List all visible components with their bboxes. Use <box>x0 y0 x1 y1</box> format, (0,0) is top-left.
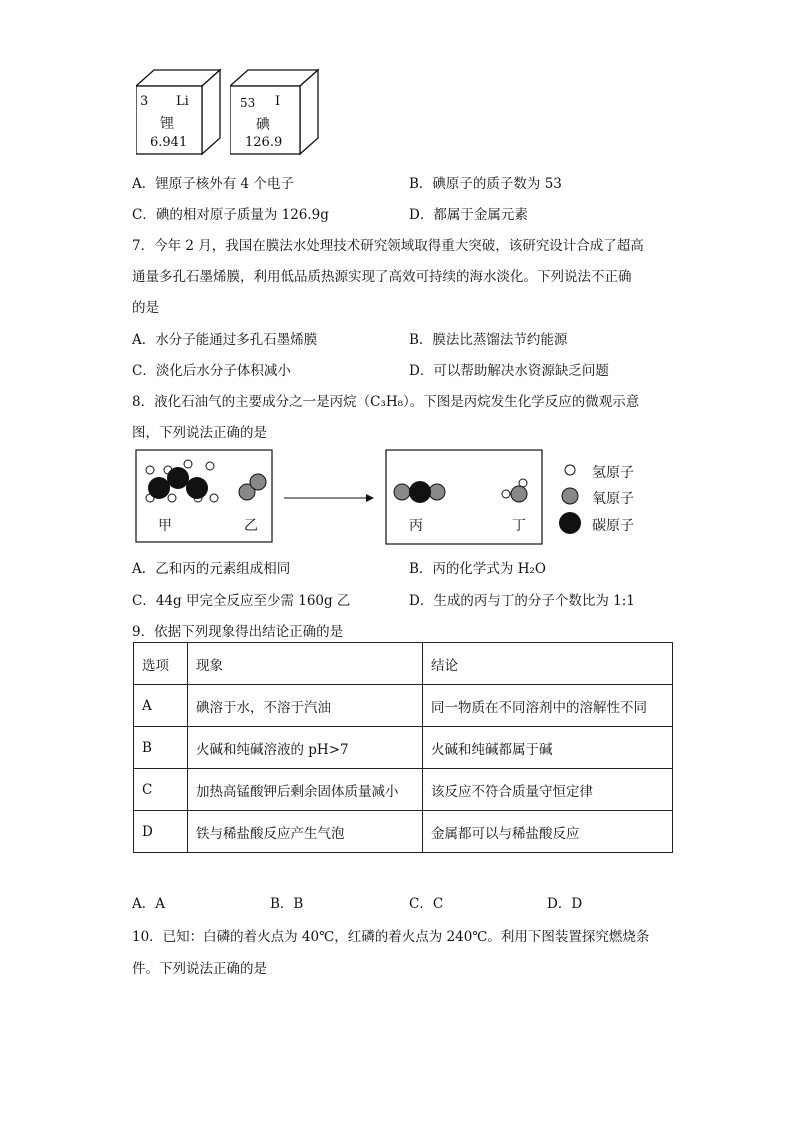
row-label: A <box>134 685 188 727</box>
q8-stem-line2: 图，下列说法正确的是 <box>132 425 267 441</box>
li-name: 锂 <box>160 116 174 132</box>
q6-option-a: A．锂原子核外有 4 个电子 <box>132 176 294 192</box>
label-ding: 丁 <box>512 518 526 534</box>
table-header-row <box>134 643 673 685</box>
table-row <box>134 727 673 769</box>
row-label: D <box>134 811 188 853</box>
q10-stem-line1: 10．已知：白磷的着火点为 40℃，红磷的着火点为 240℃。利用下图装置探究燃烧条 <box>132 929 650 945</box>
i-symbol: I <box>275 94 281 109</box>
q7-option-c: C．淡化后水分子体积减小 <box>132 363 291 379</box>
q8-option-d: D．生成的丙与丁的分子个数比为 1:1 <box>409 593 635 609</box>
q6-option-b: B．碘原子的质子数为 53 <box>409 176 562 192</box>
i-name: 碘 <box>256 117 270 133</box>
table-row <box>134 811 673 853</box>
li-atomic-number: 3 <box>140 94 149 109</box>
q8-stem-line1: 8．液化石油气的主要成分之一是丙烷（C₃H₈）。下图是丙烷发生化学反应的微观示意 <box>132 394 640 410</box>
legend-oxygen: 氧原子 <box>592 491 634 507</box>
row-phenomenon: 碘溶于水，不溶于汽油 <box>188 685 423 727</box>
label-yi: 乙 <box>244 518 258 534</box>
q9-table <box>133 642 673 853</box>
header-conclusion: 结论 <box>423 643 673 685</box>
li-symbol: Li <box>176 94 189 109</box>
q9-option-d: D．D <box>547 896 583 912</box>
reaction-diagram <box>130 446 650 550</box>
row-phenomenon: 铁与稀盐酸反应产生气泡 <box>188 811 423 853</box>
oxygen-legend-icon <box>562 488 578 504</box>
label-jia: 甲 <box>158 518 172 534</box>
q7-stem-line1: 7．今年 2 月，我国在膜法水处理技术研究领域取得重大突破，该研究设计合成了超高 <box>132 238 644 254</box>
q9-stem: 9．依据下列现象得出结论正确的是 <box>132 624 344 640</box>
row-conclusion: 火碱和纯碱都属于碱 <box>423 727 673 769</box>
carbon-legend-icon <box>559 512 581 534</box>
q9-option-b: B．B <box>270 896 304 912</box>
i-mass: 126.9 <box>245 135 283 150</box>
q8-option-b: B．丙的化学式为 H₂O <box>409 561 546 577</box>
row-conclusion: 该反应不符合质量守恒定律 <box>423 769 673 811</box>
q7-stem-line2: 通量多孔石墨烯膜，利用低品质热源实现了高效可持续的海水淡化。下列说法不正确 <box>132 269 632 285</box>
q7-stem-line3: 的是 <box>132 300 159 316</box>
row-label: C <box>134 769 188 811</box>
row-phenomenon: 火碱和纯碱溶液的 pH>7 <box>188 727 423 769</box>
q8-option-a: A．乙和丙的元素组成相同 <box>132 561 291 577</box>
row-conclusion: 同一物质在不同溶剂中的溶解性不同 <box>423 685 673 727</box>
q9-option-c: C．C <box>409 896 444 912</box>
li-mass: 6.941 <box>150 135 188 150</box>
row-phenomenon: 加热高锰酸钾后剩余固体质量减小 <box>188 769 423 811</box>
table-row <box>134 685 673 727</box>
q7-option-d: D．可以帮助解决水资源缺乏问题 <box>409 363 609 379</box>
label-bing: 丙 <box>409 518 423 534</box>
q10-stem-line2: 件。下列说法正确的是 <box>132 961 267 977</box>
q8-option-c: C．44g 甲完全反应至少需 160g 乙 <box>132 593 351 609</box>
header-phenomenon: 现象 <box>188 643 423 685</box>
legend-carbon: 碳原子 <box>592 518 634 534</box>
hydrogen-legend-icon <box>565 465 575 475</box>
q6-option-c: C．碘的相对原子质量为 126.9g <box>132 207 329 223</box>
q6-option-d: D．都属于金属元素 <box>409 207 528 223</box>
carbon-dioxide-molecule <box>394 481 445 503</box>
row-conclusion: 金属都可以与稀盐酸反应 <box>423 811 673 853</box>
i-atomic-number: 53 <box>240 96 256 110</box>
q7-option-a: A．水分子能通过多孔石墨烯膜 <box>132 332 318 348</box>
table-row <box>134 769 673 811</box>
row-label: B <box>134 727 188 769</box>
legend-hydrogen: 氢原子 <box>592 465 634 481</box>
q9-option-a: A．A <box>132 896 165 912</box>
header-option: 选项 <box>134 643 188 685</box>
q7-option-b: B．膜法比蒸馏法节约能源 <box>409 332 568 348</box>
